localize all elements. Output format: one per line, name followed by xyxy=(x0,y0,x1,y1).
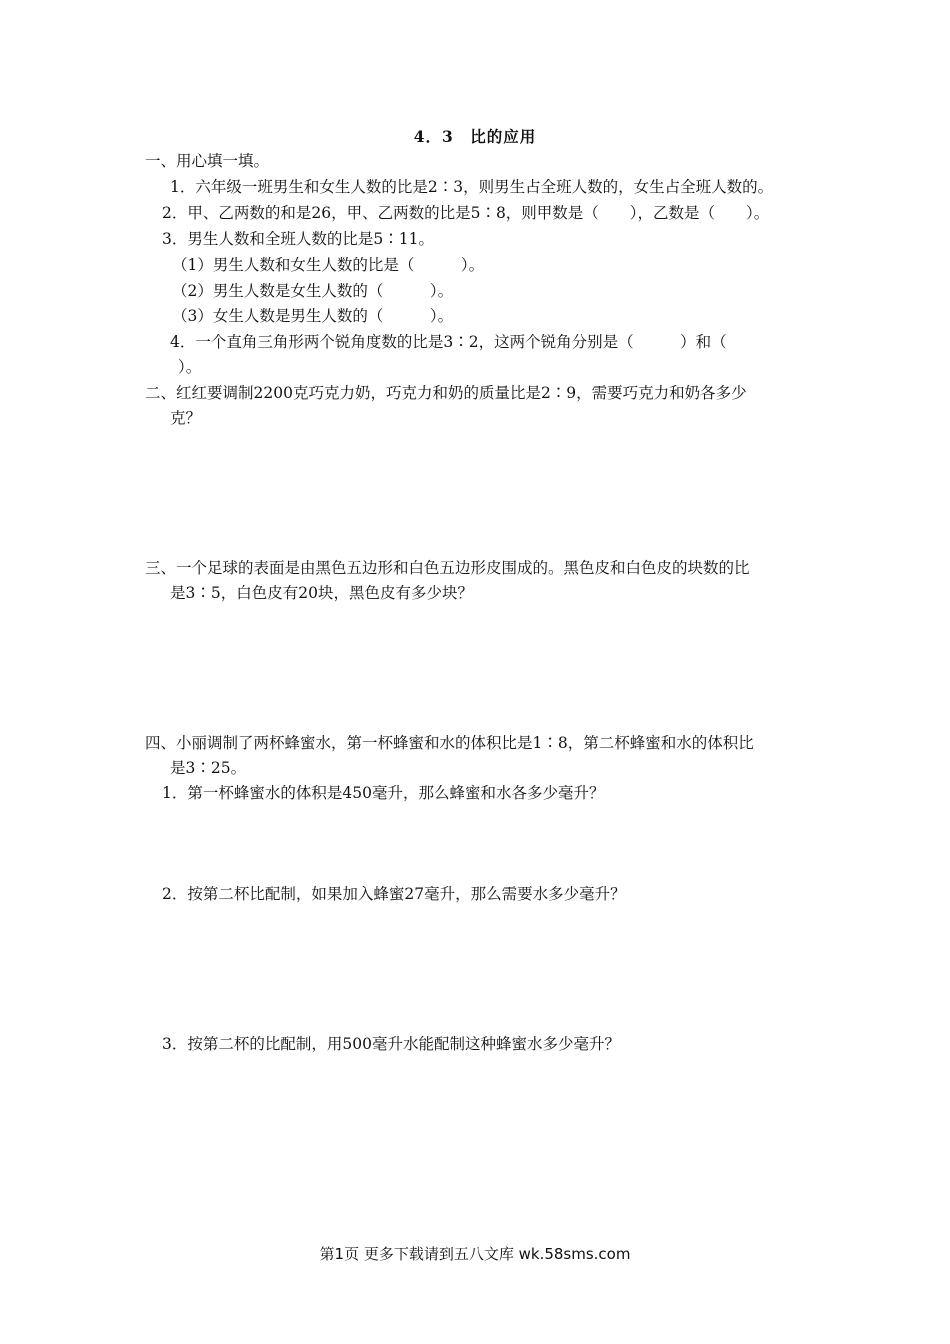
question-1-3: 3．男生人数和全班人数的比是5∶11。 xyxy=(162,230,434,248)
page-title: 4．3 比的应用 xyxy=(413,127,537,146)
question-1-3-sub-1: （1）男生人数和女生人数的比是（ ）。 xyxy=(172,256,485,274)
question-1-1: 1．六年级一班男生和女生人数的比是2∶3，则男生占全班人数的，女生占全班人数的。 xyxy=(170,178,774,196)
section-3-line-1: 三、一个足球的表面是由黑色五边形和白色五边形皮围成的。黑色皮和白色皮的块数的比 xyxy=(145,559,750,577)
section-1-heading: 一、用心填一填。 xyxy=(145,152,270,170)
question-4-3: 3．按第二杯的比配制，用500毫升水能配制这种蜂蜜水多少毫升？ xyxy=(162,1035,620,1053)
page-footer: 第1页 更多下载请到五八文库 wk.58sms.com xyxy=(319,1245,631,1263)
section-2-line-1: 二、红红要调制2200克巧克力奶，巧克力和奶的质量比是2∶9，需要巧克力和奶各多少 xyxy=(145,384,747,402)
question-1-4-line-1: 4．一个直角三角形两个锐角度数的比是3∶2，这两个锐角分别是（ ）和（ xyxy=(170,333,727,351)
question-1-3-sub-2: （2）男生人数是女生人数的（ ）。 xyxy=(172,282,454,300)
section-2-line-2: 克？ xyxy=(170,409,202,427)
question-4-1: 1．第一杯蜂蜜水的体积是450毫升，那么蜂蜜和水各多少毫升？ xyxy=(162,784,605,802)
section-3-line-2: 是3∶5，白色皮有20块，黑色皮有多少块？ xyxy=(170,584,473,602)
section-4-line-1: 四、小丽调制了两杯蜂蜜水，第一杯蜂蜜和水的体积比是1∶8，第二杯蜂蜜和水的体积比 xyxy=(145,734,754,752)
question-4-2: 2．按第二杯比配制，如果加入蜂蜜27毫升，那么需要水多少毫升？ xyxy=(162,885,626,903)
question-1-4-line-2: ）。 xyxy=(178,358,202,376)
question-1-2: 2．甲、乙两数的和是26，甲、乙两数的比是5∶8，则甲数是（ ），乙数是（ ）。 xyxy=(162,204,770,222)
question-1-3-sub-3: （3）女生人数是男生人数的（ ）。 xyxy=(172,307,454,325)
section-4-line-2: 是3∶25。 xyxy=(170,759,247,777)
